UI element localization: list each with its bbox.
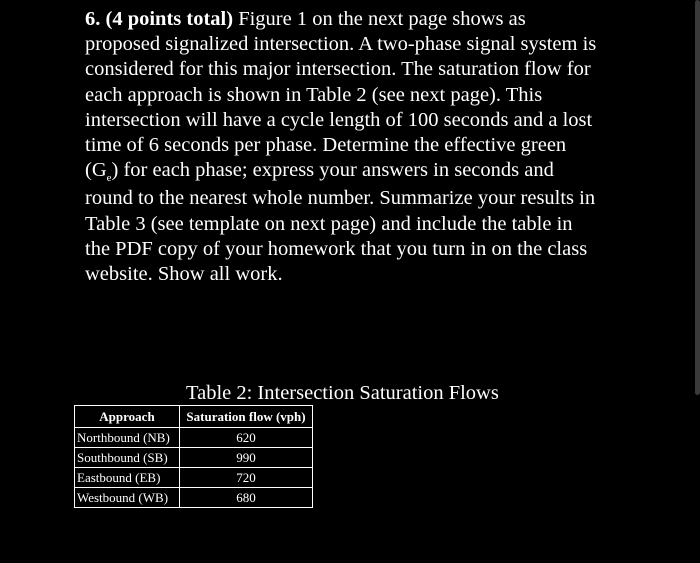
subscript-e: e — [106, 172, 112, 185]
question-line: 6. (4 points total) Figure 1 on the next page shows as — [85, 8, 526, 30]
question-line: proposed signalized intersection. A two-phase signal system is — [85, 33, 597, 56]
question-line: Table 3 (see template on next page) and include the table in — [85, 212, 573, 235]
table-row — [75, 428, 313, 448]
question-line: $(G_e)$ for each phase; express your answers in seconds and — [85, 159, 554, 185]
question-line: time of 6 seconds per phase. Determine the effective green — [85, 134, 567, 157]
approach-cell: Westbound (WB) — [75, 488, 180, 508]
question-text — [85, 7, 625, 287]
question-line: each approach is shown in Table 2 (see next page). This — [85, 83, 543, 106]
question-line: considered for this major intersection. The saturation flow for — [85, 58, 591, 81]
question-line: website. Show all work. — [85, 263, 283, 286]
header-approach: Approach — [75, 406, 180, 428]
approach-cell: Eastbound (EB) — [75, 468, 180, 488]
table-row — [75, 468, 313, 488]
header-saturation-flow: Saturation flow (vph) — [180, 406, 313, 428]
table-row — [75, 448, 313, 468]
question-number: 6. (4 points total) — [85, 8, 234, 30]
flow-cell: 990 — [180, 448, 313, 468]
approach-cell: Southbound (SB) — [75, 448, 180, 468]
flow-cell: 720 — [180, 468, 313, 488]
question-line: intersection will have a cycle length of 100 seconds and a lost — [85, 108, 593, 131]
table-row — [75, 488, 313, 508]
table-header-row — [75, 406, 313, 428]
flow-cell: 620 — [180, 428, 313, 448]
table-caption: Table 2: Intersection Saturation Flows — [186, 382, 499, 404]
scrollbar[interactable] — [695, 0, 700, 395]
flow-cell: 680 — [180, 488, 313, 508]
question-line: the PDF copy of your homework that you turn in on the class — [85, 237, 588, 260]
question-line: round to the nearest whole number. Summarize your results in — [85, 187, 596, 210]
approach-cell: Northbound (NB) — [75, 428, 180, 448]
saturation-flow-table — [74, 405, 313, 508]
